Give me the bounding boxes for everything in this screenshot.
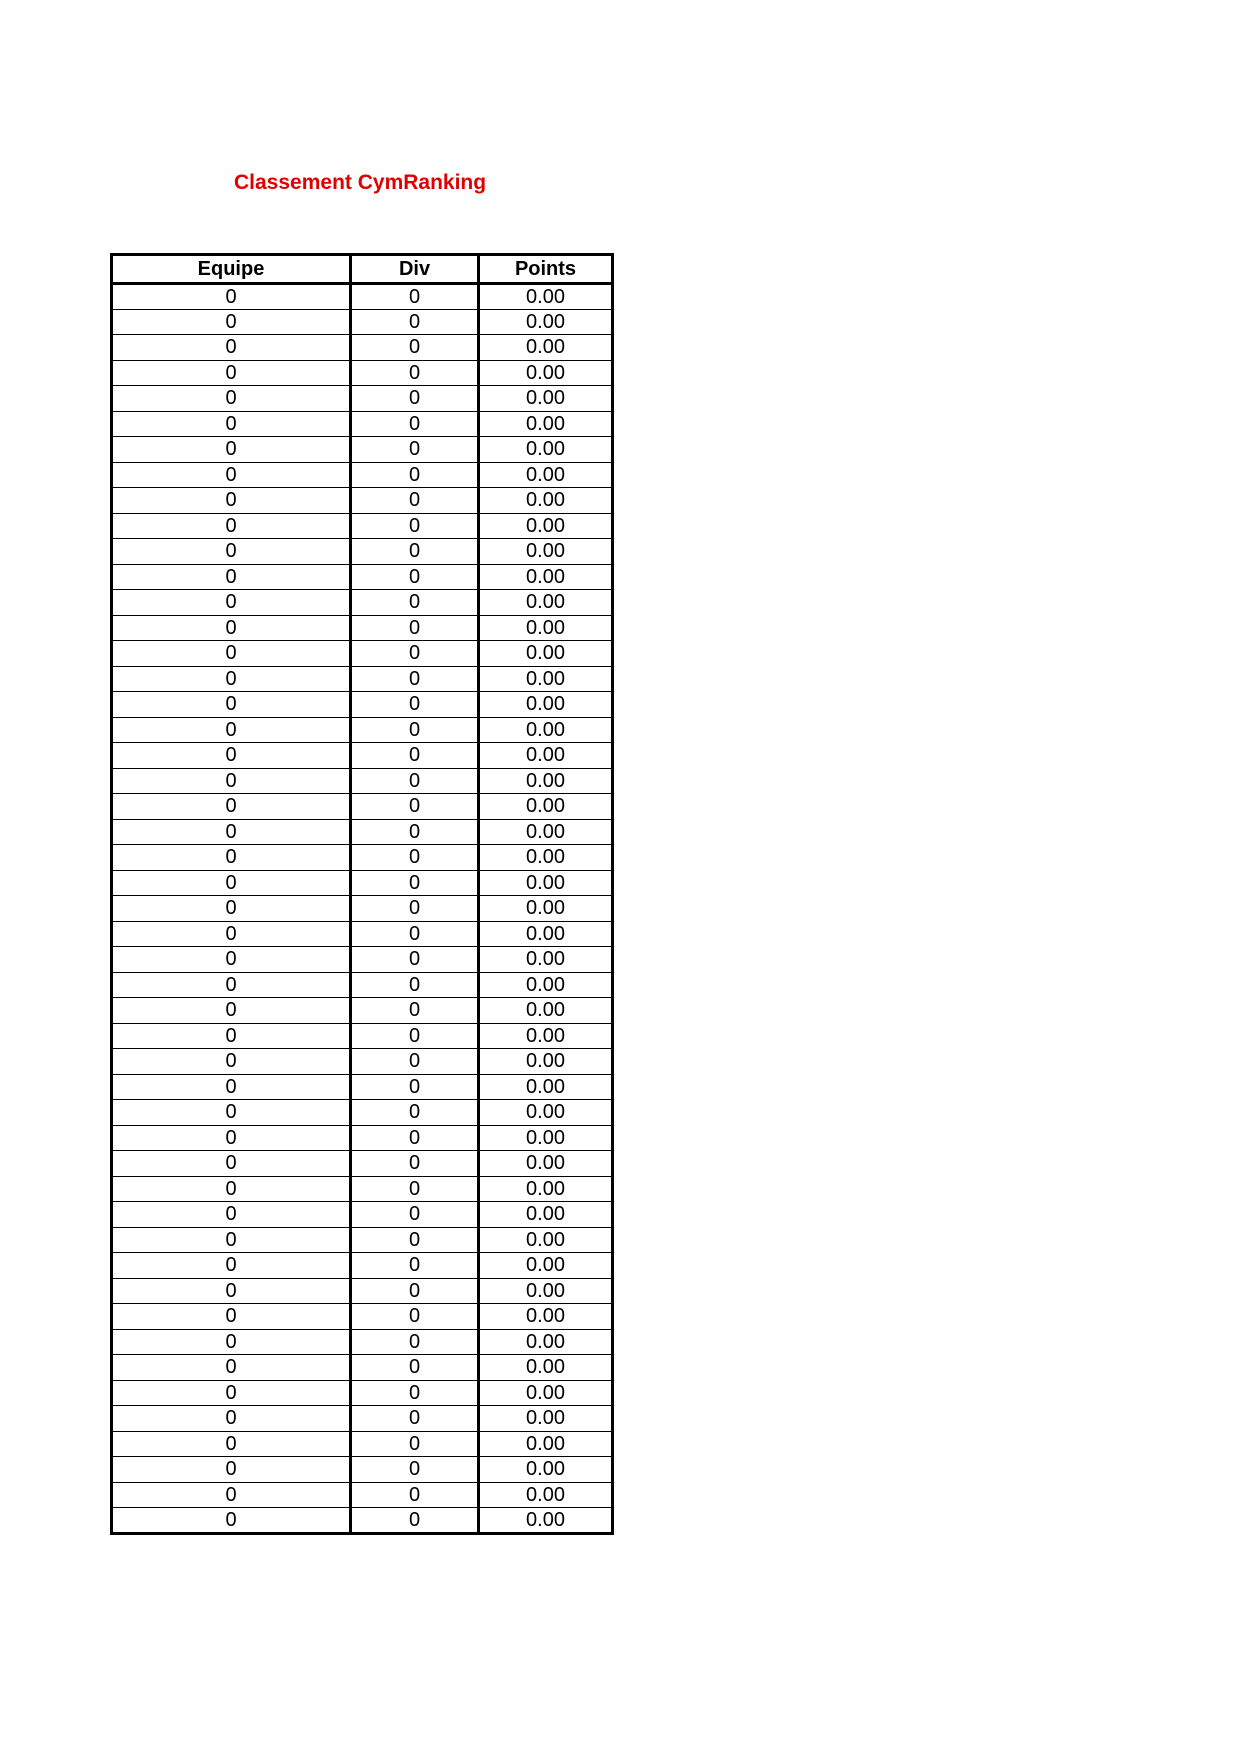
cell-points: 0.00 [479, 947, 613, 973]
table-row [112, 1380, 613, 1406]
cell-equipe: 0 [112, 539, 351, 565]
cell-div: 0 [351, 972, 479, 998]
table-row [112, 1023, 613, 1049]
cell-equipe: 0 [112, 870, 351, 896]
cell-equipe: 0 [112, 921, 351, 947]
cell-points: 0.00 [479, 462, 613, 488]
table-row [112, 539, 613, 565]
table-row [112, 1151, 613, 1177]
cell-points: 0.00 [479, 743, 613, 769]
cell-div: 0 [351, 1355, 479, 1381]
cell-equipe: 0 [112, 1508, 351, 1534]
cell-equipe: 0 [112, 1278, 351, 1304]
cell-div: 0 [351, 284, 479, 310]
cell-div: 0 [351, 692, 479, 718]
cell-points: 0.00 [479, 1023, 613, 1049]
ranking-table [110, 253, 614, 1535]
table-row [112, 870, 613, 896]
cell-points: 0.00 [479, 1100, 613, 1126]
cell-div: 0 [351, 1278, 479, 1304]
cell-equipe: 0 [112, 1023, 351, 1049]
cell-points: 0.00 [479, 1304, 613, 1330]
table-row [112, 1074, 613, 1100]
table-row [112, 947, 613, 973]
cell-points: 0.00 [479, 488, 613, 514]
cell-points: 0.00 [479, 284, 613, 310]
table-row [112, 1482, 613, 1508]
table-row [112, 462, 613, 488]
cell-points: 0.00 [479, 615, 613, 641]
table-row [112, 896, 613, 922]
cell-div: 0 [351, 1202, 479, 1228]
cell-div: 0 [351, 1074, 479, 1100]
table-row [112, 1431, 613, 1457]
cell-points: 0.00 [479, 590, 613, 616]
cell-equipe: 0 [112, 1049, 351, 1075]
cell-points: 0.00 [479, 717, 613, 743]
cell-points: 0.00 [479, 1329, 613, 1355]
cell-div: 0 [351, 335, 479, 361]
cell-equipe: 0 [112, 309, 351, 335]
cell-points: 0.00 [479, 794, 613, 820]
cell-points: 0.00 [479, 1049, 613, 1075]
cell-points: 0.00 [479, 845, 613, 871]
table-row [112, 437, 613, 463]
cell-points: 0.00 [479, 1406, 613, 1432]
table-row [112, 921, 613, 947]
cell-points: 0.00 [479, 641, 613, 667]
cell-div: 0 [351, 513, 479, 539]
cell-div: 0 [351, 1227, 479, 1253]
table-row [112, 794, 613, 820]
cell-equipe: 0 [112, 1227, 351, 1253]
cell-div: 0 [351, 1457, 479, 1483]
table-row [112, 488, 613, 514]
cell-equipe: 0 [112, 1125, 351, 1151]
table-row [112, 666, 613, 692]
table-row [112, 1125, 613, 1151]
cell-div: 0 [351, 768, 479, 794]
cell-points: 0.00 [479, 1457, 613, 1483]
cell-points: 0.00 [479, 360, 613, 386]
cell-points: 0.00 [479, 513, 613, 539]
cell-div: 0 [351, 1100, 479, 1126]
cell-equipe: 0 [112, 794, 351, 820]
header-equipe: Equipe [112, 255, 351, 284]
table-row [112, 590, 613, 616]
cell-equipe: 0 [112, 1380, 351, 1406]
cell-equipe: 0 [112, 717, 351, 743]
cell-points: 0.00 [479, 386, 613, 412]
table-row [112, 717, 613, 743]
cell-div: 0 [351, 845, 479, 871]
cell-points: 0.00 [479, 564, 613, 590]
cell-equipe: 0 [112, 1406, 351, 1432]
cell-div: 0 [351, 1482, 479, 1508]
cell-points: 0.00 [479, 768, 613, 794]
cell-equipe: 0 [112, 1431, 351, 1457]
cell-equipe: 0 [112, 1304, 351, 1330]
cell-div: 0 [351, 386, 479, 412]
cell-points: 0.00 [479, 692, 613, 718]
cell-equipe: 0 [112, 615, 351, 641]
cell-div: 0 [351, 590, 479, 616]
cell-equipe: 0 [112, 1253, 351, 1279]
cell-equipe: 0 [112, 743, 351, 769]
cell-equipe: 0 [112, 641, 351, 667]
cell-div: 0 [351, 743, 479, 769]
cell-div: 0 [351, 717, 479, 743]
cell-points: 0.00 [479, 1202, 613, 1228]
cell-equipe: 0 [112, 1457, 351, 1483]
cell-div: 0 [351, 641, 479, 667]
cell-div: 0 [351, 437, 479, 463]
cell-div: 0 [351, 1304, 479, 1330]
table-row [112, 1227, 613, 1253]
table-row [112, 1457, 613, 1483]
cell-div: 0 [351, 870, 479, 896]
table-row [112, 386, 613, 412]
table-row [112, 335, 613, 361]
table-row [112, 1202, 613, 1228]
header-row [112, 255, 613, 284]
cell-equipe: 0 [112, 947, 351, 973]
cell-points: 0.00 [479, 1176, 613, 1202]
table-row [112, 1304, 613, 1330]
table-row [112, 309, 613, 335]
table-row [112, 641, 613, 667]
cell-points: 0.00 [479, 998, 613, 1024]
cell-equipe: 0 [112, 437, 351, 463]
cell-points: 0.00 [479, 1253, 613, 1279]
table-row [112, 411, 613, 437]
cell-points: 0.00 [479, 1278, 613, 1304]
cell-div: 0 [351, 360, 479, 386]
cell-points: 0.00 [479, 819, 613, 845]
table-row [112, 1049, 613, 1075]
cell-equipe: 0 [112, 972, 351, 998]
cell-equipe: 0 [112, 819, 351, 845]
cell-equipe: 0 [112, 1100, 351, 1126]
cell-div: 0 [351, 1049, 479, 1075]
cell-div: 0 [351, 794, 479, 820]
cell-equipe: 0 [112, 1482, 351, 1508]
cell-div: 0 [351, 896, 479, 922]
cell-equipe: 0 [112, 564, 351, 590]
table-body [112, 284, 613, 1534]
cell-equipe: 0 [112, 1074, 351, 1100]
cell-div: 0 [351, 1329, 479, 1355]
cell-points: 0.00 [479, 309, 613, 335]
cell-div: 0 [351, 1431, 479, 1457]
table-row [112, 564, 613, 590]
table-row [112, 513, 613, 539]
table-row [112, 1329, 613, 1355]
cell-equipe: 0 [112, 768, 351, 794]
table-row [112, 743, 613, 769]
table-row [112, 819, 613, 845]
cell-div: 0 [351, 1151, 479, 1177]
cell-div: 0 [351, 819, 479, 845]
cell-div: 0 [351, 462, 479, 488]
cell-equipe: 0 [112, 1151, 351, 1177]
cell-equipe: 0 [112, 513, 351, 539]
table-row [112, 1508, 613, 1534]
table-row [112, 615, 613, 641]
cell-equipe: 0 [112, 360, 351, 386]
table-row [112, 284, 613, 310]
cell-equipe: 0 [112, 284, 351, 310]
cell-div: 0 [351, 1406, 479, 1432]
cell-points: 0.00 [479, 1482, 613, 1508]
cell-equipe: 0 [112, 1329, 351, 1355]
cell-equipe: 0 [112, 462, 351, 488]
cell-div: 0 [351, 539, 479, 565]
cell-points: 0.00 [479, 437, 613, 463]
cell-div: 0 [351, 564, 479, 590]
cell-div: 0 [351, 309, 479, 335]
header-points: Points [479, 255, 613, 284]
cell-div: 0 [351, 666, 479, 692]
table-header [112, 255, 613, 284]
cell-points: 0.00 [479, 1380, 613, 1406]
cell-equipe: 0 [112, 1355, 351, 1381]
cell-points: 0.00 [479, 335, 613, 361]
cell-div: 0 [351, 998, 479, 1024]
table-row [112, 1406, 613, 1432]
table-row [112, 998, 613, 1024]
cell-equipe: 0 [112, 1202, 351, 1228]
cell-points: 0.00 [479, 539, 613, 565]
cell-points: 0.00 [479, 411, 613, 437]
table-row [112, 972, 613, 998]
table-row [112, 1176, 613, 1202]
cell-div: 0 [351, 411, 479, 437]
table-row [112, 360, 613, 386]
cell-div: 0 [351, 921, 479, 947]
cell-div: 0 [351, 1508, 479, 1534]
cell-div: 0 [351, 1380, 479, 1406]
cell-points: 0.00 [479, 666, 613, 692]
cell-div: 0 [351, 1176, 479, 1202]
cell-equipe: 0 [112, 692, 351, 718]
cell-equipe: 0 [112, 845, 351, 871]
table-row [112, 768, 613, 794]
cell-div: 0 [351, 615, 479, 641]
cell-equipe: 0 [112, 335, 351, 361]
table-row [112, 1253, 613, 1279]
cell-points: 0.00 [479, 921, 613, 947]
table-row [112, 1100, 613, 1126]
header-div: Div [351, 255, 479, 284]
cell-equipe: 0 [112, 896, 351, 922]
cell-equipe: 0 [112, 998, 351, 1024]
cell-equipe: 0 [112, 666, 351, 692]
cell-points: 0.00 [479, 1227, 613, 1253]
table-row [112, 845, 613, 871]
cell-div: 0 [351, 947, 479, 973]
cell-points: 0.00 [479, 1125, 613, 1151]
cell-div: 0 [351, 1023, 479, 1049]
table-row [112, 692, 613, 718]
cell-points: 0.00 [479, 1508, 613, 1534]
table-row [112, 1355, 613, 1381]
cell-equipe: 0 [112, 386, 351, 412]
cell-points: 0.00 [479, 1151, 613, 1177]
cell-equipe: 0 [112, 590, 351, 616]
cell-div: 0 [351, 1125, 479, 1151]
cell-div: 0 [351, 488, 479, 514]
cell-equipe: 0 [112, 488, 351, 514]
cell-equipe: 0 [112, 411, 351, 437]
page-title: Classement CymRanking [234, 171, 487, 194]
cell-points: 0.00 [479, 896, 613, 922]
cell-points: 0.00 [479, 1355, 613, 1381]
cell-points: 0.00 [479, 1431, 613, 1457]
cell-points: 0.00 [479, 1074, 613, 1100]
cell-div: 0 [351, 1253, 479, 1279]
cell-equipe: 0 [112, 1176, 351, 1202]
cell-points: 0.00 [479, 972, 613, 998]
cell-points: 0.00 [479, 870, 613, 896]
table-row [112, 1278, 613, 1304]
